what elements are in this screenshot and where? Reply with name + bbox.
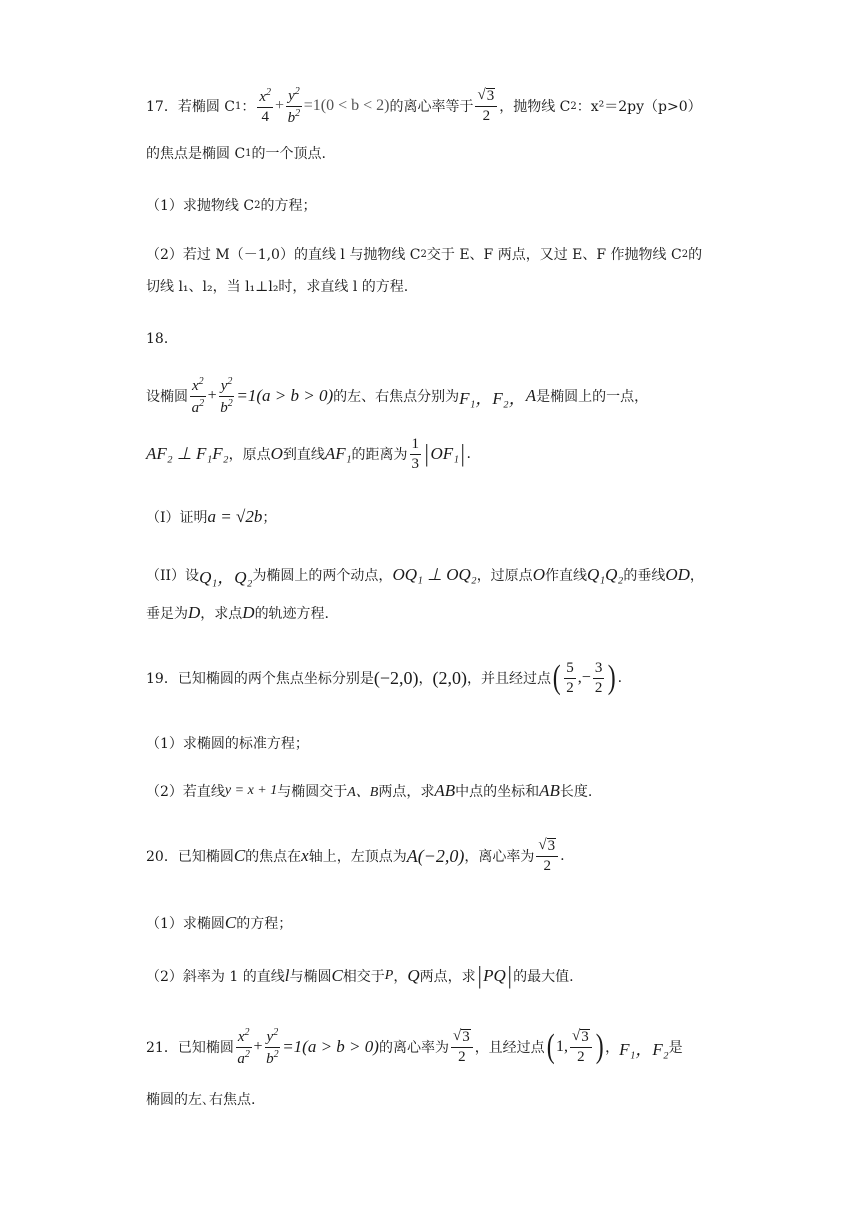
q19-part1-text: （1）求椭圆的标准方程； bbox=[146, 736, 309, 752]
q20-text: 20．已知椭圆 bbox=[146, 849, 234, 865]
q20-part1-pre: （1）求椭圆 bbox=[146, 916, 225, 932]
q20-text-mid2: 轴上，左顶点为 bbox=[308, 849, 407, 865]
point-p: P bbox=[384, 968, 394, 983]
q19-text-mid: ，并且经过点 bbox=[466, 671, 551, 687]
q18-part1 bbox=[146, 503, 276, 531]
fraction-3-2 bbox=[593, 661, 605, 696]
comma: ， bbox=[393, 969, 408, 985]
fraction-sqrt3-2: √ 3 2 bbox=[570, 1029, 592, 1065]
q21-line2 bbox=[146, 1087, 255, 1111]
q20-part2-mid2: 相交于 bbox=[342, 969, 385, 985]
q17-part2-a: （2）若过 M（－1,0）的直线 l 与抛物线 C bbox=[146, 247, 421, 263]
q17-line1 bbox=[146, 86, 702, 126]
subscript: 2 bbox=[681, 248, 689, 260]
q18-part2-mid2: ，过原点 bbox=[476, 568, 533, 584]
fraction-y2-b2: $\frac{y^2}{b^2}$ bbox=[287, 85, 301, 126]
q20-part1-post: 的方程； bbox=[236, 916, 293, 932]
ellipse-c: C bbox=[233, 846, 246, 865]
ellipse-condition: =1(a > b > 0) bbox=[282, 1037, 379, 1056]
point-a: A bbox=[525, 386, 537, 405]
q20-part2-end: 的最大值. bbox=[513, 969, 574, 985]
fraction-x2-a2: $\frac{x^2}{a^2}$ bbox=[237, 1026, 250, 1067]
origin-o: O bbox=[270, 444, 283, 463]
period: . bbox=[466, 446, 471, 462]
q20-text-mid: 的焦点在 bbox=[245, 849, 302, 865]
q20-part2-mid3: 两点，求 bbox=[419, 969, 476, 985]
ellipse-condition: =1(a > b > 0) bbox=[236, 386, 334, 405]
q19-part2-mid: 与椭圆交于 bbox=[277, 784, 348, 800]
q18-part2-line2 bbox=[146, 600, 329, 626]
comma: ， bbox=[689, 568, 704, 584]
fraction-y2-b2: $\frac{y^2}{b^2}$ bbox=[266, 1026, 279, 1067]
q18-text: 设椭圆 bbox=[146, 389, 188, 405]
q20-part2-pre: （2）斜率为 1 的直线 bbox=[146, 969, 285, 985]
abs-pq: PQ bbox=[483, 966, 506, 985]
q17-part2-b: 交于 E、F 两点，又过 E、F 作抛物线 C bbox=[426, 247, 682, 263]
fraction-sqrt3-2: √ 3 2 bbox=[451, 1029, 473, 1065]
q20-part2: （2）斜率为 1 的直线 l 与椭圆 C 相交于 P ， Q 两点，求 | PQ | 的最大值. bbox=[146, 963, 574, 989]
q21-text-post: 是 bbox=[668, 1040, 683, 1056]
q18-part2-text: （II）设 bbox=[146, 568, 200, 584]
foci-labels: F₁，F₂， bbox=[459, 388, 526, 408]
q18-part1-text: （I）证明 bbox=[146, 510, 208, 526]
q20-part2-mid: 与椭圆 bbox=[289, 969, 332, 985]
q18-part2-l2-mid: ，求点 bbox=[200, 606, 243, 622]
subscript: 1 bbox=[234, 100, 242, 112]
ellipse-c: C bbox=[331, 966, 343, 985]
fraction-5-2 bbox=[564, 661, 576, 696]
point-q: Q bbox=[407, 966, 420, 985]
abs-of1: OF₁ bbox=[430, 444, 460, 463]
q20-part1 bbox=[146, 910, 292, 936]
segment-ab: AB bbox=[434, 781, 456, 800]
q18-line1: 设椭圆 $\frac{x^2}{a^2}$ + $\frac{y^2}{b^2}$ =1(a > b > 0) 的左、右焦点分别为 F₁，F₂， A 是椭圆上的一点， bbox=[146, 375, 649, 416]
vertex-a: A(−2,0) bbox=[406, 845, 465, 866]
line-l: l bbox=[284, 966, 290, 985]
q19-part2 bbox=[146, 779, 592, 803]
q17-part2 bbox=[146, 242, 702, 266]
subscript: 2 bbox=[254, 199, 261, 211]
fraction-sqrt3-2: √ 3 2 bbox=[475, 88, 497, 124]
fraction-x2-a2: $\frac{x^2}{a^2}$ bbox=[191, 375, 205, 416]
line-af1: AF₁ bbox=[324, 444, 352, 463]
point-d: D bbox=[188, 603, 201, 622]
perpendicular-expr: AF₂ ⊥ F₁F₂ bbox=[146, 444, 229, 463]
q17-part2-line2-text: 切线 l₁、l₂，当 l₁⊥l₂时，求直线 l 的方程. bbox=[146, 279, 409, 295]
subscript: 1 bbox=[245, 147, 252, 159]
q18-text-post: 是椭圆上的一点， bbox=[536, 389, 649, 405]
q17-part1-post: 的方程； bbox=[260, 198, 317, 214]
fraction-numerator: 5 bbox=[564, 661, 576, 679]
parabola-equation: ：x²＝2py（p>0） bbox=[576, 99, 702, 115]
q19-text: 19．已知椭圆的两个焦点坐标分别是 bbox=[146, 671, 374, 687]
fraction-sqrt3-2: √ 3 2 bbox=[536, 838, 558, 874]
q19-part2-mid2: 两点，求 bbox=[378, 784, 435, 800]
q18-part2-l2-pre: 垂足为 bbox=[146, 606, 188, 622]
q17-line2 bbox=[146, 141, 326, 165]
q17-part1 bbox=[146, 193, 316, 217]
fraction-numerator: 3 bbox=[593, 661, 605, 679]
semicolon: ； bbox=[262, 510, 277, 526]
q18-l2-mid2: 到直线 bbox=[282, 447, 325, 463]
plus-sign: + bbox=[275, 97, 285, 114]
q21-text: 21．已知椭圆 bbox=[146, 1040, 234, 1056]
q21-text-mid2: ，且经过点 bbox=[474, 1040, 545, 1056]
q19-part1 bbox=[146, 731, 309, 755]
q17-text-post: ，抛物线 C bbox=[499, 99, 571, 115]
line-od: OD bbox=[665, 565, 690, 584]
subscript: 2 bbox=[420, 248, 427, 260]
focus-1: (−2,0) bbox=[373, 667, 419, 688]
q18-l2-mid3: 的距离为 bbox=[351, 447, 408, 463]
q17-text-mid: 的离心率等于 bbox=[389, 99, 474, 115]
fraction-denominator: 2 bbox=[566, 679, 574, 696]
equation-a-sqrt2b: a = √2b bbox=[207, 507, 263, 526]
q18-line2: AF₂ ⊥ F₁F₂ ，原点 O 到直线 AF₁ 的距离为 $\frac{1}{3}$ | OF₁ | . bbox=[146, 435, 471, 472]
comma: ， bbox=[418, 671, 433, 687]
subscript: 2 bbox=[570, 100, 577, 112]
q19-part2-pre: （2）若直线 bbox=[146, 784, 225, 800]
perpendicular-oq: OQ₁ ⊥ OQ₂ bbox=[392, 565, 477, 584]
point-d: D bbox=[242, 603, 255, 622]
points-q1-q2: Q₁，Q₂ bbox=[199, 567, 253, 587]
q18-text-mid: 的左、右焦点分别为 bbox=[333, 389, 460, 405]
q17-line2-post: 的一个顶点. bbox=[251, 146, 326, 162]
q18-l2-mid: ，原点 bbox=[228, 447, 271, 463]
q17-part2-c: 的 bbox=[688, 247, 703, 263]
fraction-y2-b2: $\frac{y^2}{b^2}$ bbox=[220, 375, 233, 416]
q18-part2-l2-post: 的轨迹方程. bbox=[254, 606, 330, 622]
ellipse-c: C bbox=[224, 913, 237, 932]
axis-x: x bbox=[301, 846, 309, 865]
fraction-denominator: 2 bbox=[594, 679, 603, 696]
q18-part2 bbox=[146, 561, 704, 589]
q17-line2-text: 的焦点是椭圆 C bbox=[146, 146, 246, 162]
q17-part2-line2 bbox=[146, 274, 408, 298]
q17-text: 17．若椭圆 C bbox=[146, 99, 235, 115]
fraction-x2-4: $\frac{x^2}{4}$ bbox=[259, 86, 272, 125]
q19-part2-end: 长度. bbox=[559, 784, 593, 800]
segment-ab: AB bbox=[539, 781, 560, 800]
ellipse-condition: =1(0 < b < 2) bbox=[303, 97, 390, 114]
q18-part2-mid4: 的垂线 bbox=[623, 568, 666, 584]
q17-part1-text: （1）求抛物线 C bbox=[146, 198, 255, 214]
q20-line1: 20．已知椭圆 C 的焦点在 x 轴上，左顶点为 A(−2,0) ，离心率为 √ 3 2 . bbox=[146, 837, 565, 874]
points-a-b: A、B bbox=[347, 785, 379, 800]
line-q1q2: Q₁Q₂ bbox=[586, 565, 624, 584]
q18-part2-mid: 为椭圆上的两个动点， bbox=[252, 568, 393, 584]
q20-text-mid3: ，离心率为 bbox=[464, 849, 535, 865]
q18-part2-mid3: 作直线 bbox=[544, 568, 587, 584]
line-equation: y = x + 1 bbox=[224, 783, 278, 798]
q18-number bbox=[146, 326, 178, 350]
colon: ： bbox=[241, 99, 256, 115]
q19-line1: 19．已知椭圆的两个焦点坐标分别是 (−2,0) ， (2,0) ，并且经过点 ( $\frac{5}{2}$ ,− $\frac{3}{2}$ ) . bbox=[146, 659, 623, 696]
q21-line1: 21．已知椭圆 $\frac{x^2}{a^2}$ + $\frac{y^2}{b^2}$ =1(a > b > 0) 的离心率为 √ 3 2 ，且经过点 ( 1, √ 3 2 ) ， F₁，F₂ 是 bbox=[146, 1026, 683, 1067]
question-number: 18． bbox=[146, 331, 178, 347]
fraction-1-3: $\frac{1}{3}$ bbox=[411, 435, 420, 472]
q19-part2-mid3: 中点的坐标和 bbox=[455, 784, 540, 800]
origin-o: O bbox=[532, 565, 545, 584]
focus-2: (2,0) bbox=[432, 667, 467, 688]
q21-text-mid: 的离心率为 bbox=[378, 1040, 449, 1056]
foci-labels: F₁，F₂ bbox=[619, 1039, 669, 1059]
q21-line2-text: 椭圆的左､右焦点. bbox=[146, 1092, 256, 1108]
